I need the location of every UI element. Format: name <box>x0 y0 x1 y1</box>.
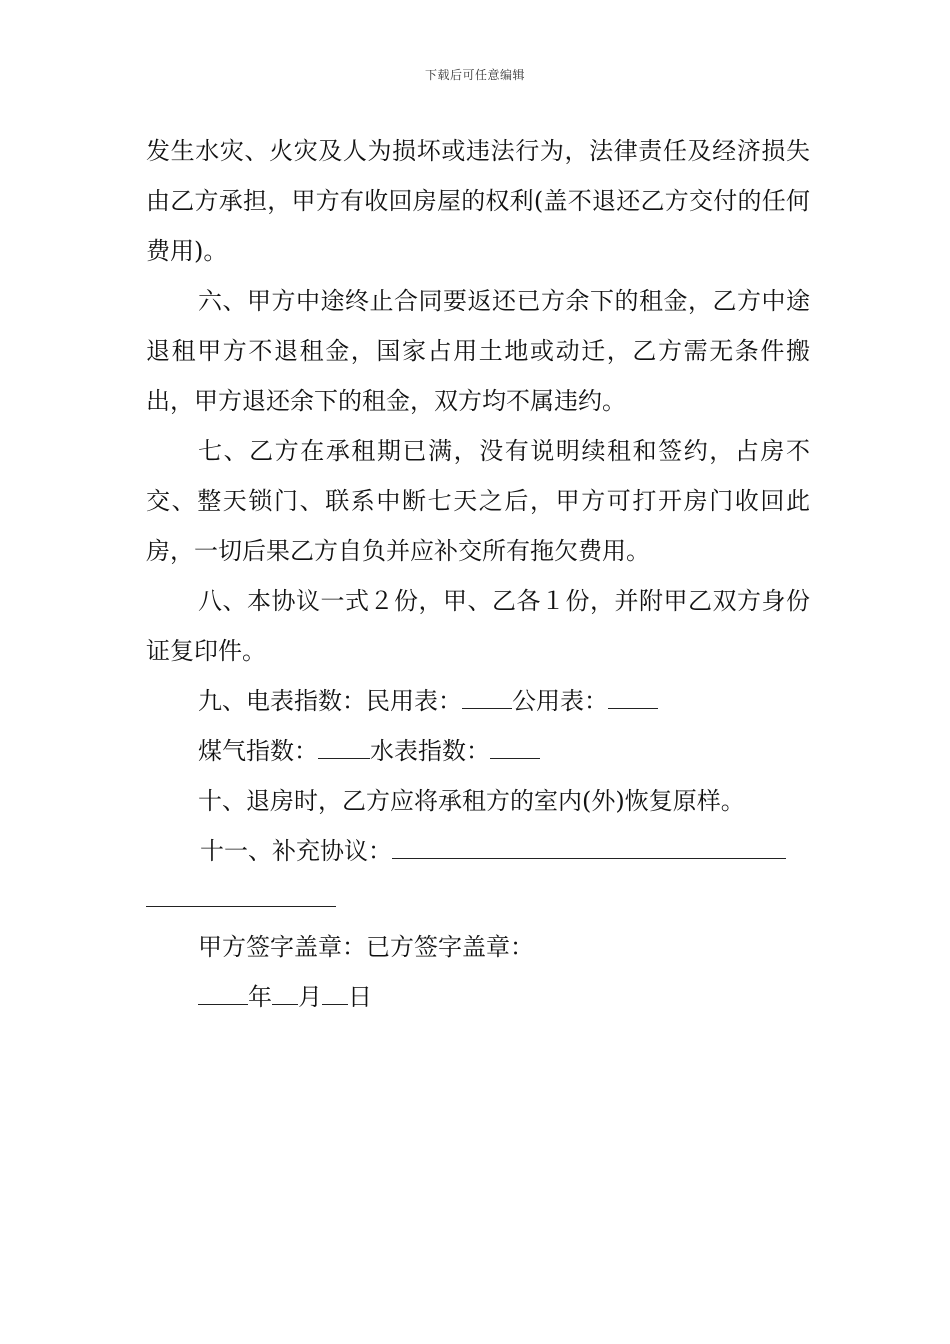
contract-body <box>146 126 810 876</box>
year-blank[interactable] <box>198 982 248 1005</box>
water-meter-blank[interactable] <box>490 736 540 759</box>
public-meter-label: 公用表： <box>512 687 608 715</box>
clause-5-continuation: 发生水灾、火灾及人为损坏或违法行为，法律责任及经济损失由乙方承担，甲方有收回房屋的权利(盖不退还乙方交付的任何费用)。 <box>146 137 810 265</box>
supplementary-agreement-blank-continued[interactable] <box>146 906 336 907</box>
public-meter-blank[interactable] <box>608 686 658 709</box>
date-line <box>198 972 798 1022</box>
gas-meter-label: 煤气指数： <box>198 737 318 765</box>
year-label: 年 <box>248 983 272 1011</box>
gas-meter-blank[interactable] <box>318 736 370 759</box>
clause-11-supplementary <box>146 826 810 876</box>
day-label: 日 <box>348 983 372 1011</box>
month-blank[interactable] <box>272 982 298 1005</box>
residential-meter-blank[interactable] <box>462 686 512 709</box>
water-meter-label: 水表指数： <box>370 737 490 765</box>
day-blank[interactable] <box>322 982 348 1005</box>
clause-9-electric-meter <box>146 676 810 726</box>
supplementary-agreement-blank[interactable] <box>392 836 786 859</box>
month-label: 月 <box>298 983 322 1011</box>
supplementary-label: 十一、补充协议： <box>200 837 392 865</box>
party-signatures: 甲方签字盖章：已方签字盖章： <box>198 933 534 961</box>
clause-8: 八、本协议一式２份，甲、乙各１份，并附甲乙双方身份证复印件。 <box>146 587 810 665</box>
page-header-note: 下载后可任意编辑 <box>424 68 525 82</box>
clause-7: 七、乙方在承租期已满，没有说明续租和签约，占房不交、整天锁门、联系中断七天之后，甲方可打开房门收回此房，一切后果乙方自负并应补交所有拖欠费用。 <box>146 437 810 565</box>
clause-6: 六、甲方中途终止合同要返还已方余下的租金，乙方中途退租甲方不退租金，国家占用土地或动迁，乙方需无条件搬出，甲方退还余下的租金，双方均不属违约。 <box>146 287 810 415</box>
signature-block <box>198 922 798 1022</box>
clause-10: 十、退房时，乙方应将承租方的室内(外)恢复原样。 <box>198 787 745 815</box>
electric-meter-label: 九、电表指数：民用表： <box>198 687 462 715</box>
clause-9-gas-water-meter <box>146 726 810 776</box>
